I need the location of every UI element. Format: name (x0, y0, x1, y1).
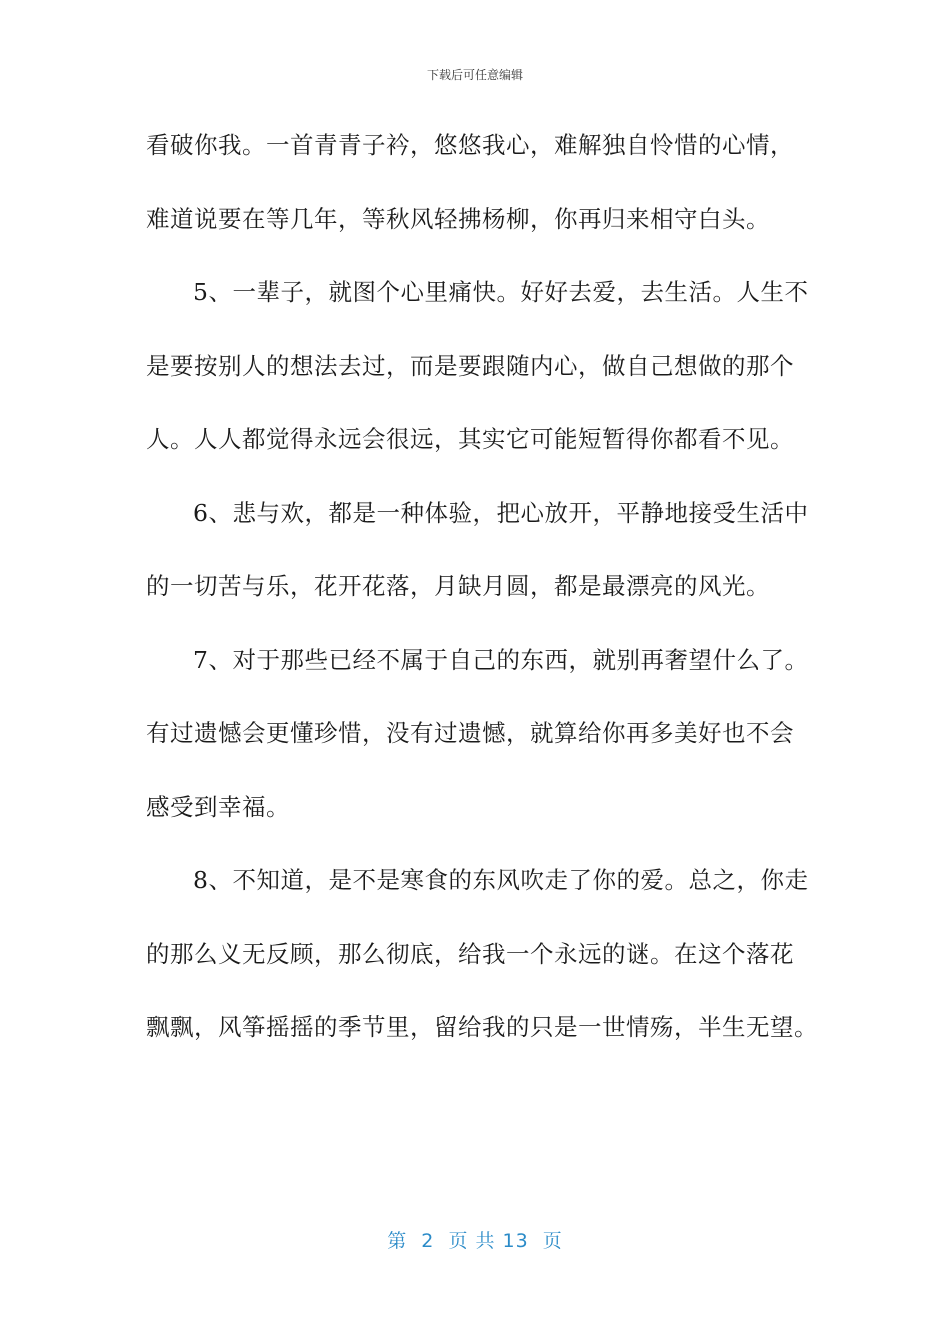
page-footer (0, 1226, 950, 1253)
text-line: 8、不知道，是不是寒食的东风吹走了你的爱。总之，你走 (193, 866, 809, 894)
text-line: 5、一辈子，就图个心里痛快。好好去爱，去生活。人生不 (193, 278, 809, 306)
text-line: 7、对于那些已经不属于自己的东西，就别再奢望什么了。 (193, 645, 809, 674)
text-line: 的一切苦与乐，花开花落，月缺月圆，都是最漂亮的风光。 (146, 572, 770, 600)
page-header (0, 66, 950, 83)
page-number: 第 2 页 共 13 页 (387, 1230, 563, 1252)
document-body (146, 125, 818, 1081)
text-line: 飘飘，风筝摇摇的季节里，留给我的只是一世情殇，半生无望。 (146, 1013, 818, 1041)
text-line: 6、悲与欢，都是一种体验，把心放开，平静地接受生活中 (193, 498, 809, 527)
text-line: 人。人人都觉得永远会很远，其实它可能短暂得你都看不见。 (146, 425, 794, 453)
text-line: 难道说要在等几年，等秋风轻拂杨柳，你再归来相守白头。 (146, 204, 770, 233)
text-line: 有过遗憾会更懂珍惜，没有过遗憾，就算给你再多美好也不会 (146, 719, 794, 747)
text-line: 感受到幸福。 (146, 792, 290, 821)
text-line: 看破你我。一首青青子衿，悠悠我心，难解独自怜惜的心情， (146, 131, 794, 159)
text-line: 是要按别人的想法去过，而是要跟随内心，做自己想做的那个 (146, 351, 794, 380)
text-line: 的那么义无反顾，那么彻底，给我一个永远的谜。在这个落花 (146, 939, 794, 968)
header-text: 下载后可任意编辑 (426, 68, 523, 82)
